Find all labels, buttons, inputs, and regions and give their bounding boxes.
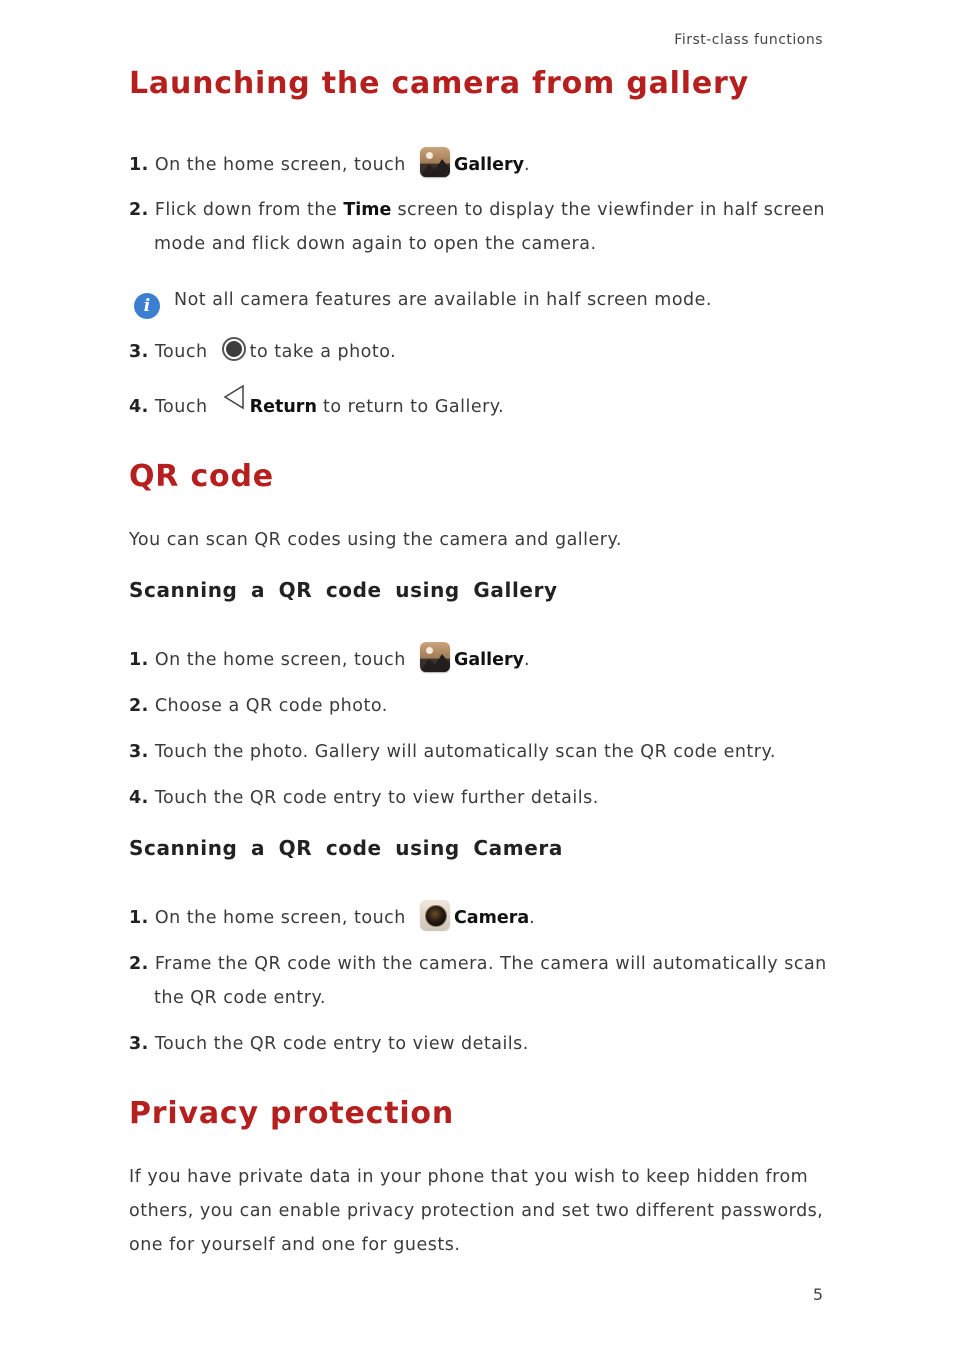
page-number: 5 bbox=[812, 1285, 823, 1304]
list-item bbox=[129, 148, 530, 182]
list-item bbox=[129, 643, 530, 677]
step-text: On the home screen, touch bbox=[154, 155, 406, 175]
step-number: 3. bbox=[129, 342, 149, 362]
step-continuation: mode and flick down again to open the camera. bbox=[154, 234, 597, 254]
gallery-label: Gallery bbox=[453, 155, 525, 175]
paragraph-line: one for yourself and one for guests. bbox=[129, 1235, 461, 1255]
step-continuation: the QR code entry. bbox=[154, 988, 326, 1008]
step-text: Frame the QR code with the camera. The camera will automatically scan bbox=[154, 954, 827, 974]
back-triangle-icon bbox=[222, 384, 246, 422]
step-number: 2. bbox=[129, 696, 149, 716]
step-text: Flick down from the bbox=[154, 200, 338, 220]
list-item bbox=[129, 735, 776, 769]
list-item bbox=[129, 390, 504, 424]
return-label: Return bbox=[249, 397, 317, 417]
step-number: 3. bbox=[129, 742, 149, 762]
section-title-privacy: Privacy protection bbox=[129, 1096, 454, 1131]
step-number: 2. bbox=[129, 954, 149, 974]
time-label: Time bbox=[343, 200, 392, 220]
step-text: On the home screen, touch bbox=[154, 650, 406, 670]
step-text: to take a photo. bbox=[249, 342, 397, 362]
step-punct: . bbox=[524, 650, 531, 670]
step-text: screen to display the viewfinder in half screen bbox=[397, 200, 825, 220]
camera-label: Camera bbox=[453, 908, 530, 928]
step-text: Touch the QR code entry to view further details. bbox=[154, 788, 599, 808]
step-text: Touch bbox=[154, 397, 208, 417]
step-punct: . bbox=[529, 908, 536, 928]
privacy-paragraph bbox=[129, 1160, 829, 1262]
step-text: Touch the QR code entry to view details. bbox=[154, 1034, 529, 1054]
step-number: 1. bbox=[129, 908, 149, 928]
step-number: 4. bbox=[129, 788, 149, 808]
gallery-label: Gallery bbox=[453, 650, 525, 670]
step-text: On the home screen, touch bbox=[154, 908, 406, 928]
step-punct: . bbox=[524, 155, 531, 175]
subsection-title-gallery: Scanning a QR code using Gallery bbox=[129, 578, 558, 602]
camera-icon bbox=[420, 900, 450, 930]
list-item bbox=[129, 193, 825, 227]
step-text: Choose a QR code photo. bbox=[154, 696, 388, 716]
running-header: First-class functions bbox=[674, 32, 823, 48]
step-text: to return to Gallery. bbox=[322, 397, 505, 417]
list-item bbox=[129, 901, 535, 935]
info-icon: i bbox=[134, 293, 160, 319]
list-item bbox=[129, 781, 599, 815]
step-text: Touch bbox=[154, 342, 208, 362]
list-item bbox=[129, 1027, 529, 1061]
shutter-icon bbox=[222, 337, 246, 361]
section-title-launching-camera: Launching the camera from gallery bbox=[129, 66, 749, 101]
qr-intro: You can scan QR codes using the camera and gallery. bbox=[129, 530, 622, 550]
step-number: 3. bbox=[129, 1034, 149, 1054]
paragraph-line: If you have private data in your phone that you wish to keep hidden from bbox=[129, 1167, 809, 1187]
list-item bbox=[129, 947, 827, 981]
step-number: 1. bbox=[129, 155, 149, 175]
paragraph-line: others, you can enable privacy protection and set two different passwords, bbox=[129, 1201, 824, 1221]
gallery-icon bbox=[420, 147, 450, 177]
step-text: Touch the photo. Gallery will automatically scan the QR code entry. bbox=[154, 742, 776, 762]
note-text: Not all camera features are available in half screen mode. bbox=[174, 290, 712, 310]
section-title-qr-code: QR code bbox=[129, 459, 274, 494]
step-number: 2. bbox=[129, 200, 149, 220]
list-item bbox=[129, 689, 388, 723]
list-item bbox=[129, 335, 396, 369]
step-number: 4. bbox=[129, 397, 149, 417]
gallery-icon bbox=[420, 642, 450, 672]
subsection-title-camera: Scanning a QR code using Camera bbox=[129, 836, 563, 860]
step-number: 1. bbox=[129, 650, 149, 670]
